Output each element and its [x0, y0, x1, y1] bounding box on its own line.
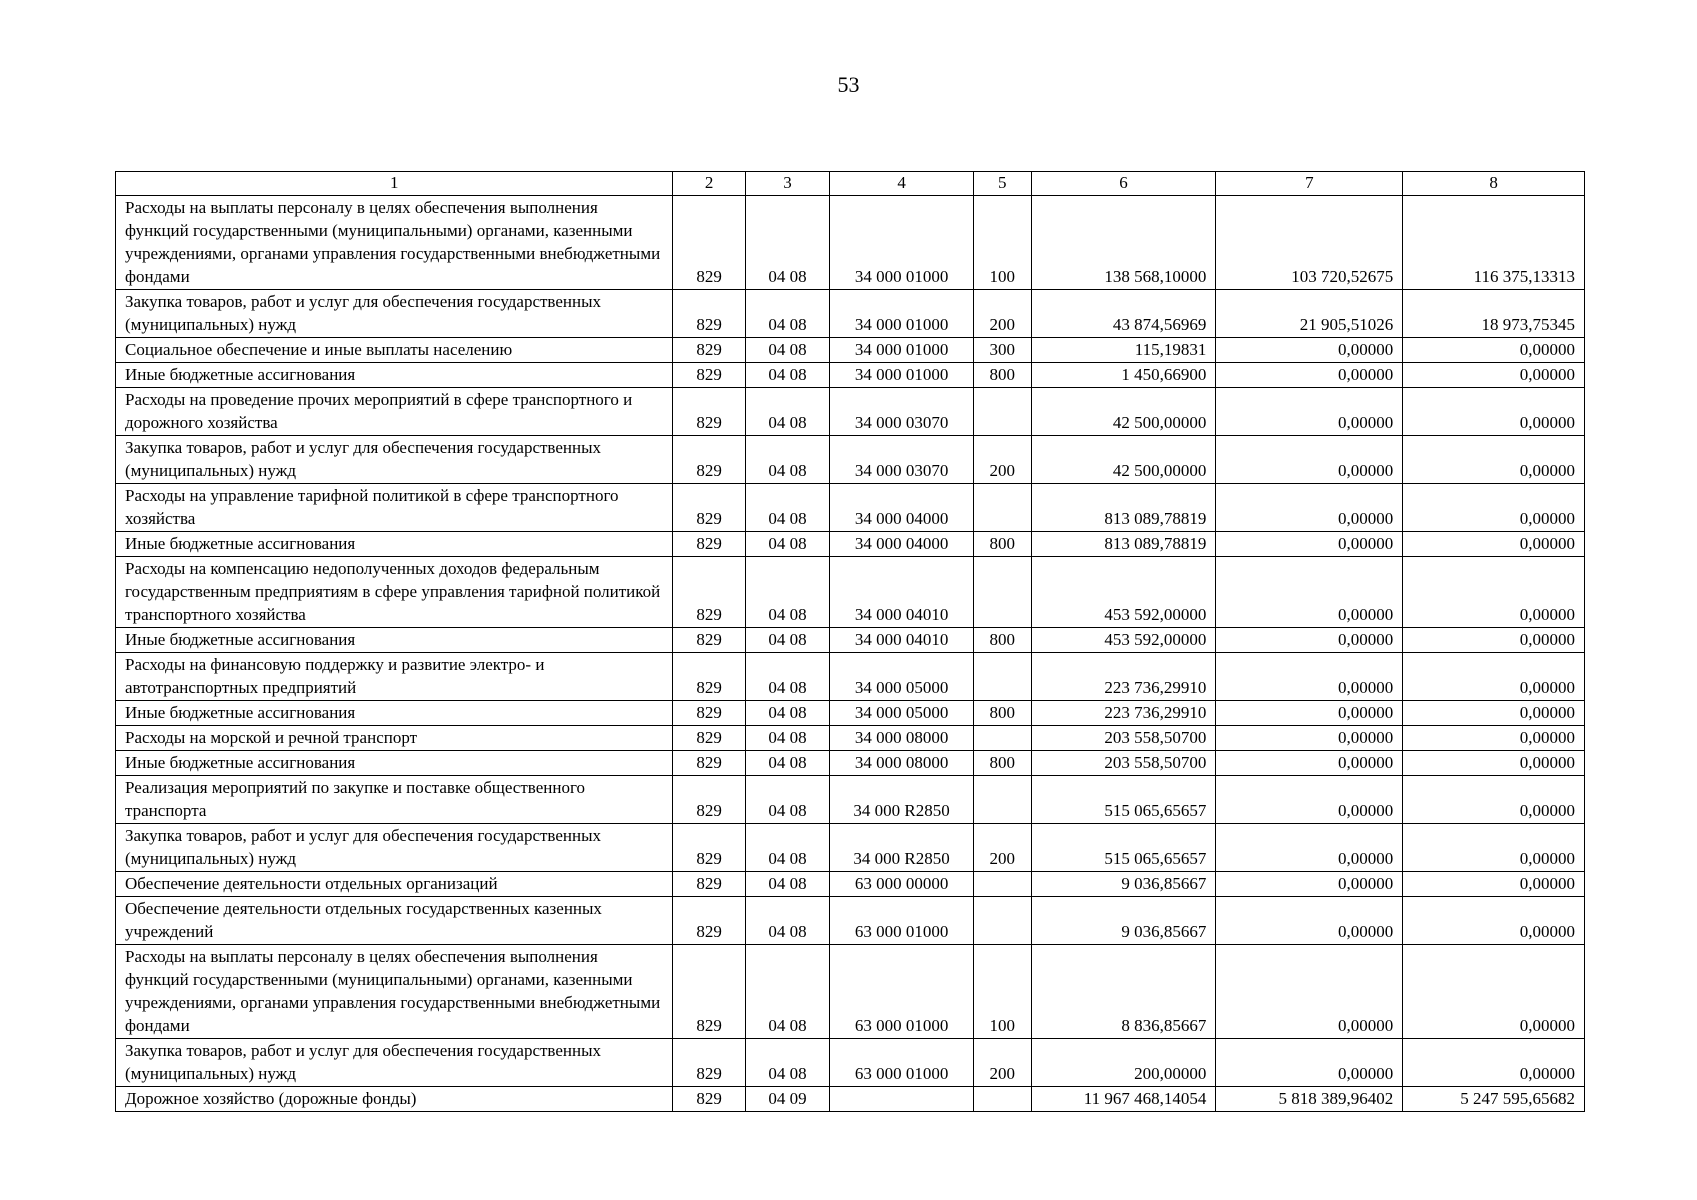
cell-section-code: 04 08	[745, 363, 830, 388]
column-header-2: 2	[673, 172, 745, 196]
cell-amount-year-3: 0,00000	[1403, 701, 1585, 726]
cell-ministry-code: 829	[673, 484, 745, 532]
cell-amount-year-2: 0,00000	[1216, 557, 1403, 628]
cell-amount-year-3: 0,00000	[1403, 945, 1585, 1039]
cell-expense-type-code: 800	[973, 701, 1031, 726]
cell-target-article-code: 63 000 01000	[830, 1039, 973, 1087]
cell-amount-year-1: 813 089,78819	[1031, 484, 1216, 532]
cell-amount-year-2: 5 818 389,96402	[1216, 1087, 1403, 1112]
cell-ministry-code: 829	[673, 776, 745, 824]
cell-target-article-code: 34 000 04010	[830, 628, 973, 653]
cell-amount-year-2: 0,00000	[1216, 436, 1403, 484]
column-header-5: 5	[973, 172, 1031, 196]
cell-expense-type-code	[973, 484, 1031, 532]
column-header-7: 7	[1216, 172, 1403, 196]
cell-amount-year-1: 515 065,65657	[1031, 776, 1216, 824]
table-row	[116, 628, 1585, 653]
cell-row-name: Закупка товаров, работ и услуг для обеспечения государственных (муниципальных) нужд	[116, 436, 673, 484]
cell-expense-type-code: 100	[973, 196, 1031, 290]
table-row	[116, 436, 1585, 484]
cell-amount-year-2: 103 720,52675	[1216, 196, 1403, 290]
cell-ministry-code: 829	[673, 196, 745, 290]
cell-section-code: 04 08	[745, 726, 830, 751]
cell-target-article-code: 34 000 08000	[830, 751, 973, 776]
cell-row-name: Закупка товаров, работ и услуг для обеспечения государственных (муниципальных) нужд	[116, 824, 673, 872]
cell-amount-year-1: 223 736,29910	[1031, 701, 1216, 726]
cell-section-code: 04 08	[745, 751, 830, 776]
cell-amount-year-3: 0,00000	[1403, 628, 1585, 653]
column-header-6: 6	[1031, 172, 1216, 196]
table-row	[116, 776, 1585, 824]
cell-amount-year-1: 43 874,56969	[1031, 290, 1216, 338]
cell-ministry-code: 829	[673, 1039, 745, 1087]
cell-amount-year-3: 116 375,13313	[1403, 196, 1585, 290]
cell-amount-year-1: 42 500,00000	[1031, 436, 1216, 484]
cell-target-article-code: 34 000 R2850	[830, 776, 973, 824]
cell-amount-year-2: 0,00000	[1216, 388, 1403, 436]
cell-expense-type-code: 800	[973, 751, 1031, 776]
cell-row-name: Расходы на компенсацию недополученных доходов федеральным государственным предприятиям в сфере управления тарифной политикой транспортного хозяйства	[116, 557, 673, 628]
table-row	[116, 1087, 1585, 1112]
cell-row-name: Иные бюджетные ассигнования	[116, 628, 673, 653]
cell-row-name: Социальное обеспечение и иные выплаты населению	[116, 338, 673, 363]
cell-expense-type-code: 800	[973, 532, 1031, 557]
cell-target-article-code: 34 000 08000	[830, 726, 973, 751]
cell-target-article-code: 34 000 01000	[830, 363, 973, 388]
cell-amount-year-3: 0,00000	[1403, 726, 1585, 751]
cell-amount-year-3: 0,00000	[1403, 484, 1585, 532]
cell-amount-year-3: 0,00000	[1403, 532, 1585, 557]
cell-section-code: 04 08	[745, 290, 830, 338]
cell-ministry-code: 829	[673, 653, 745, 701]
cell-section-code: 04 08	[745, 532, 830, 557]
cell-section-code: 04 08	[745, 701, 830, 726]
cell-expense-type-code: 100	[973, 945, 1031, 1039]
cell-amount-year-3: 0,00000	[1403, 436, 1585, 484]
cell-row-name: Обеспечение деятельности отдельных организаций	[116, 872, 673, 897]
cell-amount-year-2: 0,00000	[1216, 824, 1403, 872]
cell-target-article-code: 34 000 04000	[830, 484, 973, 532]
cell-row-name: Расходы на выплаты персоналу в целях обеспечения выполнения функций государственными (муниципальными) органами, казенными учреждениями, органами управления государственными внебюджетными фондами	[116, 196, 673, 290]
cell-amount-year-1: 9 036,85667	[1031, 897, 1216, 945]
cell-section-code: 04 08	[745, 824, 830, 872]
table-row	[116, 338, 1585, 363]
cell-target-article-code: 34 000 01000	[830, 196, 973, 290]
cell-expense-type-code	[973, 897, 1031, 945]
cell-row-name: Иные бюджетные ассигнования	[116, 363, 673, 388]
cell-section-code: 04 08	[745, 945, 830, 1039]
table-row	[116, 290, 1585, 338]
cell-amount-year-1: 8 836,85667	[1031, 945, 1216, 1039]
cell-amount-year-1: 515 065,65657	[1031, 824, 1216, 872]
cell-target-article-code: 34 000 03070	[830, 388, 973, 436]
cell-expense-type-code	[973, 388, 1031, 436]
cell-ministry-code: 829	[673, 824, 745, 872]
cell-expense-type-code: 200	[973, 1039, 1031, 1087]
cell-amount-year-3: 5 247 595,65682	[1403, 1087, 1585, 1112]
cell-amount-year-3: 0,00000	[1403, 824, 1585, 872]
cell-expense-type-code: 200	[973, 436, 1031, 484]
table-row	[116, 532, 1585, 557]
cell-amount-year-1: 138 568,10000	[1031, 196, 1216, 290]
cell-amount-year-3: 0,00000	[1403, 363, 1585, 388]
table-row	[116, 897, 1585, 945]
cell-amount-year-2: 0,00000	[1216, 726, 1403, 751]
cell-amount-year-1: 453 592,00000	[1031, 557, 1216, 628]
cell-expense-type-code: 300	[973, 338, 1031, 363]
cell-target-article-code: 63 000 01000	[830, 897, 973, 945]
cell-section-code: 04 08	[745, 196, 830, 290]
cell-expense-type-code	[973, 872, 1031, 897]
cell-amount-year-2: 0,00000	[1216, 701, 1403, 726]
cell-amount-year-3: 0,00000	[1403, 872, 1585, 897]
cell-target-article-code: 34 000 01000	[830, 338, 973, 363]
column-header-3: 3	[745, 172, 830, 196]
cell-expense-type-code	[973, 653, 1031, 701]
cell-amount-year-2: 0,00000	[1216, 363, 1403, 388]
cell-target-article-code: 34 000 05000	[830, 653, 973, 701]
cell-target-article-code: 34 000 01000	[830, 290, 973, 338]
cell-ministry-code: 829	[673, 363, 745, 388]
cell-amount-year-1: 115,19831	[1031, 338, 1216, 363]
header-row	[116, 172, 1585, 196]
cell-section-code: 04 08	[745, 653, 830, 701]
cell-amount-year-2: 0,00000	[1216, 897, 1403, 945]
cell-amount-year-2: 0,00000	[1216, 628, 1403, 653]
table-body	[116, 196, 1585, 1112]
table-row	[116, 701, 1585, 726]
cell-amount-year-2: 0,00000	[1216, 945, 1403, 1039]
cell-expense-type-code: 800	[973, 628, 1031, 653]
cell-expense-type-code: 200	[973, 290, 1031, 338]
cell-row-name: Расходы на морской и речной транспорт	[116, 726, 673, 751]
cell-section-code: 04 08	[745, 897, 830, 945]
cell-ministry-code: 829	[673, 436, 745, 484]
cell-row-name: Расходы на проведение прочих мероприятий в сфере транспортного и дорожного хозяйства	[116, 388, 673, 436]
table-row	[116, 557, 1585, 628]
cell-ministry-code: 829	[673, 726, 745, 751]
page-number: 53	[837, 72, 860, 97]
cell-target-article-code	[830, 1087, 973, 1112]
cell-amount-year-3: 0,00000	[1403, 338, 1585, 363]
cell-ministry-code: 829	[673, 388, 745, 436]
cell-row-name: Иные бюджетные ассигнования	[116, 532, 673, 557]
cell-ministry-code: 829	[673, 338, 745, 363]
cell-ministry-code: 829	[673, 557, 745, 628]
cell-row-name: Иные бюджетные ассигнования	[116, 701, 673, 726]
table-row	[116, 726, 1585, 751]
cell-amount-year-2: 0,00000	[1216, 751, 1403, 776]
cell-target-article-code: 63 000 01000	[830, 945, 973, 1039]
cell-target-article-code: 34 000 04000	[830, 532, 973, 557]
cell-ministry-code: 829	[673, 628, 745, 653]
cell-row-name: Расходы на выплаты персоналу в целях обеспечения выполнения функций государственными (муниципальными) органами, казенными учреждениями, органами управления государственными внебюджетными фондами	[116, 945, 673, 1039]
cell-amount-year-3: 0,00000	[1403, 653, 1585, 701]
cell-expense-type-code: 200	[973, 824, 1031, 872]
cell-ministry-code: 829	[673, 945, 745, 1039]
cell-row-name: Реализация мероприятий по закупке и поставке общественного транспорта	[116, 776, 673, 824]
cell-ministry-code: 829	[673, 751, 745, 776]
cell-amount-year-1: 42 500,00000	[1031, 388, 1216, 436]
cell-amount-year-2: 0,00000	[1216, 872, 1403, 897]
cell-amount-year-3: 0,00000	[1403, 388, 1585, 436]
cell-amount-year-2: 0,00000	[1216, 653, 1403, 701]
cell-expense-type-code	[973, 726, 1031, 751]
cell-ministry-code: 829	[673, 1087, 745, 1112]
cell-target-article-code: 34 000 03070	[830, 436, 973, 484]
cell-amount-year-3: 0,00000	[1403, 897, 1585, 945]
cell-amount-year-1: 223 736,29910	[1031, 653, 1216, 701]
column-header-8: 8	[1403, 172, 1585, 196]
cell-row-name: Закупка товаров, работ и услуг для обеспечения государственных (муниципальных) нужд	[116, 1039, 673, 1087]
table-row	[116, 1039, 1585, 1087]
cell-section-code: 04 08	[745, 484, 830, 532]
cell-section-code: 04 08	[745, 338, 830, 363]
cell-amount-year-1: 11 967 468,14054	[1031, 1087, 1216, 1112]
cell-amount-year-2: 0,00000	[1216, 338, 1403, 363]
cell-amount-year-3: 0,00000	[1403, 776, 1585, 824]
cell-section-code: 04 09	[745, 1087, 830, 1112]
cell-target-article-code: 34 000 R2850	[830, 824, 973, 872]
cell-amount-year-1: 9 036,85667	[1031, 872, 1216, 897]
cell-expense-type-code: 800	[973, 363, 1031, 388]
table-row	[116, 945, 1585, 1039]
cell-row-name: Расходы на финансовую поддержку и развитие электро- и автотранспортных предприятий	[116, 653, 673, 701]
cell-section-code: 04 08	[745, 628, 830, 653]
cell-row-name: Иные бюджетные ассигнования	[116, 751, 673, 776]
table-row	[116, 872, 1585, 897]
table-row	[116, 653, 1585, 701]
cell-row-name: Закупка товаров, работ и услуг для обеспечения государственных (муниципальных) нужд	[116, 290, 673, 338]
cell-ministry-code: 829	[673, 532, 745, 557]
cell-ministry-code: 829	[673, 701, 745, 726]
cell-amount-year-2: 0,00000	[1216, 1039, 1403, 1087]
cell-amount-year-3: 0,00000	[1403, 751, 1585, 776]
cell-amount-year-1: 453 592,00000	[1031, 628, 1216, 653]
cell-row-name: Обеспечение деятельности отдельных государственных казенных учреждений	[116, 897, 673, 945]
table-row	[116, 363, 1585, 388]
cell-section-code: 04 08	[745, 1039, 830, 1087]
cell-amount-year-2: 0,00000	[1216, 776, 1403, 824]
cell-amount-year-1: 813 089,78819	[1031, 532, 1216, 557]
cell-ministry-code: 829	[673, 290, 745, 338]
cell-amount-year-1: 200,00000	[1031, 1039, 1216, 1087]
cell-expense-type-code	[973, 776, 1031, 824]
cell-amount-year-2: 0,00000	[1216, 484, 1403, 532]
cell-target-article-code: 34 000 05000	[830, 701, 973, 726]
cell-amount-year-3: 0,00000	[1403, 557, 1585, 628]
cell-target-article-code: 63 000 00000	[830, 872, 973, 897]
cell-target-article-code: 34 000 04010	[830, 557, 973, 628]
cell-amount-year-2: 21 905,51026	[1216, 290, 1403, 338]
column-header-1: 1	[116, 172, 673, 196]
cell-amount-year-1: 203 558,50700	[1031, 726, 1216, 751]
cell-row-name: Дорожное хозяйство (дорожные фонды)	[116, 1087, 673, 1112]
cell-amount-year-2: 0,00000	[1216, 532, 1403, 557]
table-row	[116, 484, 1585, 532]
table-row	[116, 824, 1585, 872]
column-header-4: 4	[830, 172, 973, 196]
table-row	[116, 196, 1585, 290]
cell-expense-type-code	[973, 557, 1031, 628]
cell-section-code: 04 08	[745, 436, 830, 484]
cell-section-code: 04 08	[745, 872, 830, 897]
cell-amount-year-3: 18 973,75345	[1403, 290, 1585, 338]
cell-section-code: 04 08	[745, 776, 830, 824]
cell-ministry-code: 829	[673, 872, 745, 897]
cell-amount-year-3: 0,00000	[1403, 1039, 1585, 1087]
table-row	[116, 751, 1585, 776]
cell-section-code: 04 08	[745, 557, 830, 628]
cell-expense-type-code	[973, 1087, 1031, 1112]
cell-row-name: Расходы на управление тарифной политикой в сфере транспортного хозяйства	[116, 484, 673, 532]
cell-section-code: 04 08	[745, 388, 830, 436]
cell-amount-year-1: 203 558,50700	[1031, 751, 1216, 776]
cell-amount-year-1: 1 450,66900	[1031, 363, 1216, 388]
cell-ministry-code: 829	[673, 897, 745, 945]
table-row	[116, 388, 1585, 436]
budget-table	[115, 171, 1585, 1112]
